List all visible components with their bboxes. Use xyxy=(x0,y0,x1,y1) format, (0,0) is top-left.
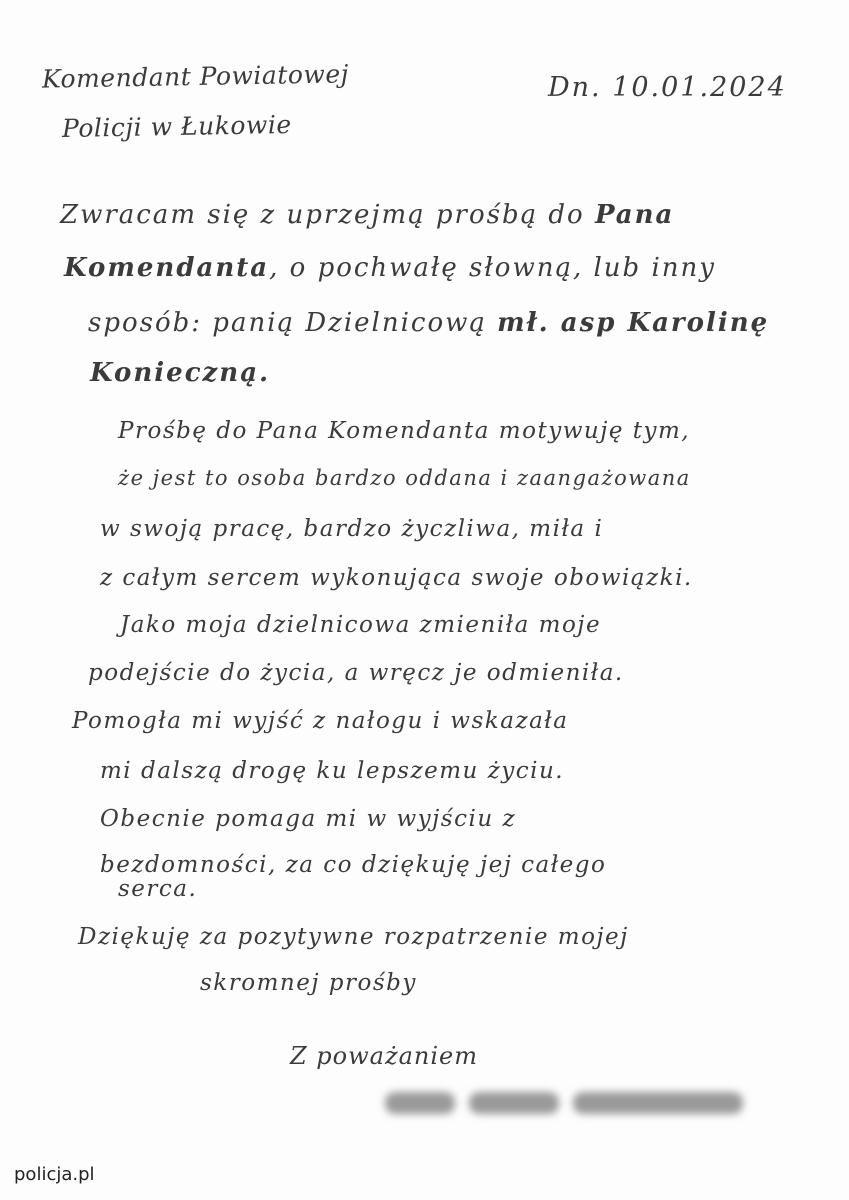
body-line: Dziękuję za pozytywne rozpatrzenie mojej xyxy=(78,924,629,950)
paragraph-1-line-1 xyxy=(60,200,674,230)
source-watermark: policja.pl xyxy=(14,1164,95,1185)
body-line: z całym sercem wykonująca swoje obowiązki. xyxy=(100,565,693,591)
p1-line2-bold: Komendanta xyxy=(64,253,270,283)
p1-line2-text: , o pochwałę słowną, lub inny xyxy=(269,253,716,283)
body-line: podejście do życia, a wręcz je odmieniła. xyxy=(88,660,624,686)
body-line: Pomogła mi wyjść z nałogu i wskazała xyxy=(72,708,569,734)
paragraph-1-line-3 xyxy=(88,308,769,338)
body-line: w swoją pracę, bardzo życzliwa, miła i xyxy=(100,516,604,542)
paragraph-1-line-2 xyxy=(64,253,716,283)
p1-line3-bold: mł. asp Karolinę xyxy=(497,308,770,338)
p1-line3-text: sposób: panią Dzielnicową xyxy=(88,308,498,338)
body-line: Jako moja dzielnicowa zmieniła moje xyxy=(120,612,602,638)
closing-salutation: Z poważaniem xyxy=(290,1042,479,1070)
recipient-line-1: Komendant Powiatowej xyxy=(41,59,350,94)
body-line: że jest to osoba bardzo oddana i zaangażowana xyxy=(118,466,691,490)
body-line: bezdomności, za co dziękuję jej całego xyxy=(100,852,607,878)
p1-line1-text: Zwracam się z uprzejmą prośbą do xyxy=(60,200,595,230)
body-line: skromnej prośby xyxy=(200,970,417,996)
body-line: serca. xyxy=(118,876,198,902)
body-line: Obecnie pomaga mi w wyjściu z xyxy=(100,806,517,832)
paragraph-1-line-4 xyxy=(90,358,270,388)
body-line: mi dalszą drogę ku lepszemu życiu. xyxy=(100,758,565,784)
blurred-signature xyxy=(385,1078,785,1128)
body-line: Prośbę do Pana Komendanta motywuję tym, xyxy=(118,418,691,444)
letter-date: Dn. 10.01.2024 xyxy=(548,72,787,103)
p1-line4-bold: Konieczną. xyxy=(90,358,271,388)
p1-line1-bold: Pana xyxy=(594,200,675,230)
recipient-line-2: Policji w Łukowie xyxy=(61,109,292,144)
